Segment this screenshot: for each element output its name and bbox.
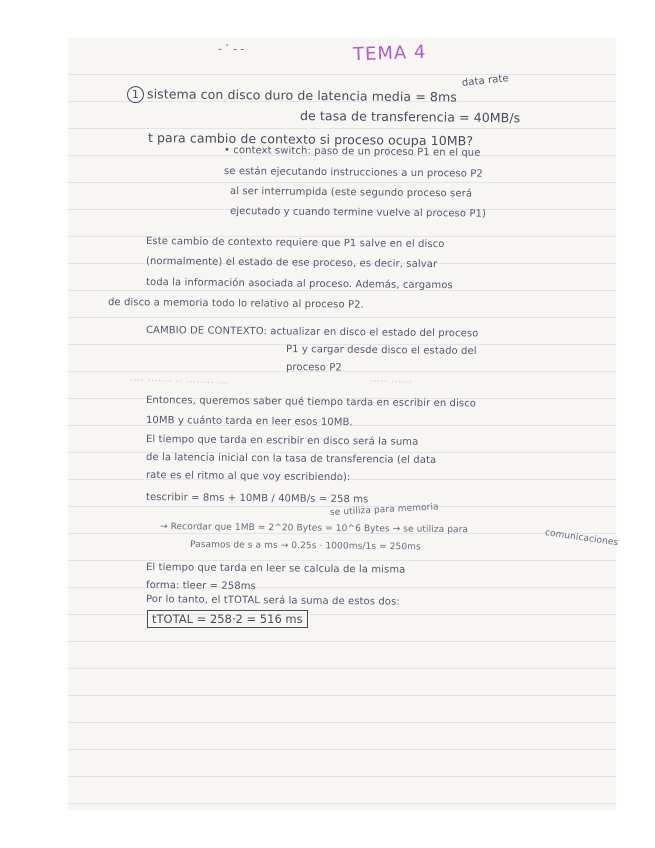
paragraph-line-3: toda la información asociada al proceso. Además, cargamos (145, 277, 453, 292)
note-line-2: se están ejecutando instrucciones a un proceso P2 (223, 166, 483, 180)
final-result-box: tTOTAL = 258·2 = 516 ms (147, 610, 308, 628)
note-line-4: ejecutado y cuando termine vuelve al proceso P1) (229, 206, 487, 220)
problem-line-3: t para cambio de contexto si proceso ocupa 10MB? (147, 130, 474, 149)
read-line-2: forma: tleer = 258ms (145, 580, 256, 593)
recall-note: comunicaciones (544, 528, 619, 549)
top-marks: - ` - - (217, 44, 245, 56)
explanation-line-1: Entonces, queremos saber qué tiempo tarda en escribir en disco (145, 395, 477, 410)
problem-number: 1 (127, 86, 144, 103)
explanation-line-2: 10MB y cuánto tarda en leer esos 10MB. (145, 415, 353, 429)
formula-write-time: tescribir = 8ms + 10MB / 40MB/s = 258 ms (145, 492, 369, 506)
context-switch-line-3: proceso P2 (285, 362, 342, 374)
context-switch-line-1: CAMBIO DE CONTEXTO: actualizar en disco el estado del proceso (145, 325, 479, 340)
paragraph-line-4: de disco a memoria todo lo relativo al proceso P2. (107, 297, 364, 311)
bleed-through-2: ..... ...... (369, 371, 413, 386)
recall-line: → Recordar que 1MB = 2^20 Bytes = 10^6 Bytes → se utiliza para (159, 522, 469, 536)
read-line-1: El tiempo que tarda en leer se calcula de la misma (145, 562, 406, 576)
conversion-line: Pasamos de s a ms → 0.25s · 1000ms/1s = 250ms (189, 540, 421, 553)
page-title: TEMA 4 (352, 41, 427, 66)
problem-line-1: 1 sistema con disco duro de latencia media = 8ms (127, 86, 457, 106)
explanation-line-3: El tiempo que tarda en escribir en disco será la suma (145, 434, 419, 448)
data-rate-note: data rate (461, 73, 510, 89)
bleed-through-1: .... ....... .. ........ ... (129, 370, 229, 387)
total-line: Por lo tanto, el tTOTAL será la suma de estos dos: (145, 594, 400, 608)
explanation-line-5: rate es el ritmo al que voy escribiendo): (145, 470, 351, 484)
paragraph-line-2: (normalmente) el estado de ese proceso, es decir, salvar (145, 256, 438, 271)
formula-note-memory: se utiliza para memoria (329, 502, 439, 518)
explanation-line-4: de la latencia inicial con la tasa de transferencia (el data (145, 452, 437, 467)
note-line-3: al ser interrumpida (este segundo proceso será (229, 186, 473, 200)
paragraph-line-1: Este cambio de contexto requiere que P1 salve en el disco (145, 236, 445, 251)
note-line-1: • context switch: paso de un proceso P1 en el que (223, 145, 481, 159)
context-switch-line-2: P1 y cargar desde disco el estado del (285, 344, 477, 357)
problem-line-2: de tasa de transferencia = 40MB/s (299, 108, 521, 126)
